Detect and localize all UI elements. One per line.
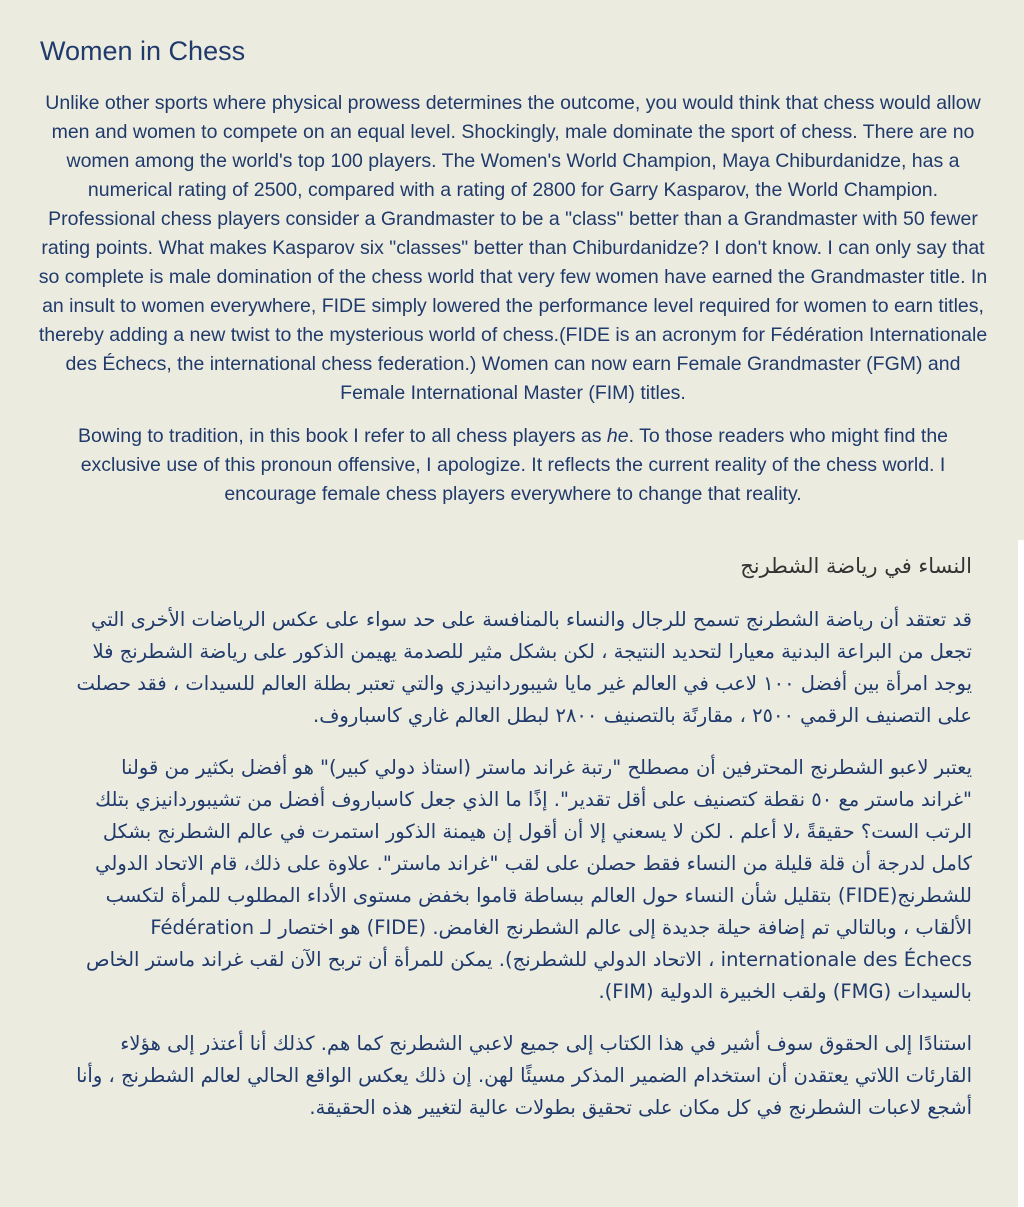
english-paragraph-2-italic: he bbox=[606, 425, 629, 447]
english-title: Women in Chess bbox=[40, 36, 246, 66]
arabic-paragraph-2: يعتبر لاعبو الشطرنج المحترفين أن مصطلح "رتبة غراند ماستر (استاذ دولي كبير)" هو أفضل بكثير من قولنا "غراند ماستر مع ٥٠ نقطة كتصنيف على أقل تقدير". إذًا ما الذي جعل كاسباروف أفضل من تشيبوردانيزي بتلك الرتب الست؟ حقيقةً ،لا أعلم . لكن لا يسعني إلا أن أقول إن هيمنة الذكور استمرت في عالم الشطرنج بشكل كامل لدرجة أن قلة قليلة من النساء فقط حصلن على لقب "غراند ماستر". علاوة على ذلك، قام الاتحاد الدولي للشطرنج(FIDE) بتقليل شأن النساء حول العالم ببساطة قاموا بخفض مستوى الأداء المطلوب للمرأة لتكسب الألقاب ، وبالتالي تم إضافة حيلة جديدة إلى عالم الشطرنج الغامض. (FIDE) هو اختصار لـ Fédération internationale des Échecs ، الاتحاد الدولي للشطرنج). يمكن للمرأة أن تربح الآن لقب غراند ماستر الخاص بالسيدات (FMG) ولقب الخبيرة الدولية (FIM). bbox=[86, 756, 972, 1003]
english-paragraph-2-start: Bowing to tradition, in this book I refer to all chess players as bbox=[77, 425, 607, 447]
english-section bbox=[0, 0, 1024, 523]
english-paragraph-2-end: . To those readers who might find the exclusive use of this pronoun offensive, I apologize. It reflects the current reality of the chess world. I encourage female chess players everywhere to change that reality. bbox=[80, 425, 949, 505]
english-paragraph-1: Unlike other sports where physical prowess determines the outcome, you would think that chess would allow men and women to compete on an equal level. Shockingly, male dominate the sport of chess. There are no women among the world's top 100 players. The Women's World Champion, Maya Chiburdanidze, has a numerical rating of 2500, compared with a rating of 2800 for Garry Kasparov, the World Champion. Professional chess players consider a Grandmaster to be a "class" better than a Grandmaster with 50 fewer rating points. What makes Kasparov six "classes" better than Chiburdanidze? I don't know. I can only say that so complete is male domination of the chess world that very few women have earned the Grandmaster title. In an insult to women everywhere, FIDE simply lowered the performance level required for women to earn titles, thereby adding a new twist to the mysterious world of chess.(FIDE is an acronym for Fédération Internationale des Échecs, the international chess federation.) Women can now earn Female Grandmaster (FGM) and Female International Master (FIM) titles. bbox=[38, 92, 988, 404]
arabic-section bbox=[0, 540, 1024, 1207]
english-paragraph-2 bbox=[38, 422, 988, 509]
arabic-paragraph-1: قد تعتقد أن رياضة الشطرنج تسمح للرجال والنساء بالمنافسة على حد سواء على عكس الرياضات الأخرى التي تجعل من البراعة البدنية معيارا لتحديد النتيجة ، لكن بشكل مثير للصدمة يهيمن الذكور على رياضة الشطرنج فلا يوجد امرأة بين أفضل ١٠٠ لاعب في العالم غير مايا شيبوردانيدزي والتي تعتبر بطلة العالم للسيدات ، فقد حصلت على التصنيف الرقمي ٢٥٠٠ ، مقارنًة بالتصنيف ٢٨٠٠ لبطل العالم غاري كاسباروف. bbox=[76, 608, 972, 727]
arabic-title: النساء في رياضة الشطرنج bbox=[740, 554, 972, 578]
arabic-paragraph-3: استنادًا إلى الحقوق سوف أشير في هذا الكتاب إلى جميع لاعبي الشطرنج كما هم. كذلك أنا أعتذر إلى هؤلاء القارئات اللاتي يعتقدن أن استخدام الضمير المذكر مسيئًا لهن. إن ذلك يعكس الواقع الحالي لعالم الشطرنج ، وأنا أشجع لاعبات الشطرنج في كل مكان على تحقيق بطولات عالية لتغيير هذه الحقيقة. bbox=[76, 1032, 972, 1119]
